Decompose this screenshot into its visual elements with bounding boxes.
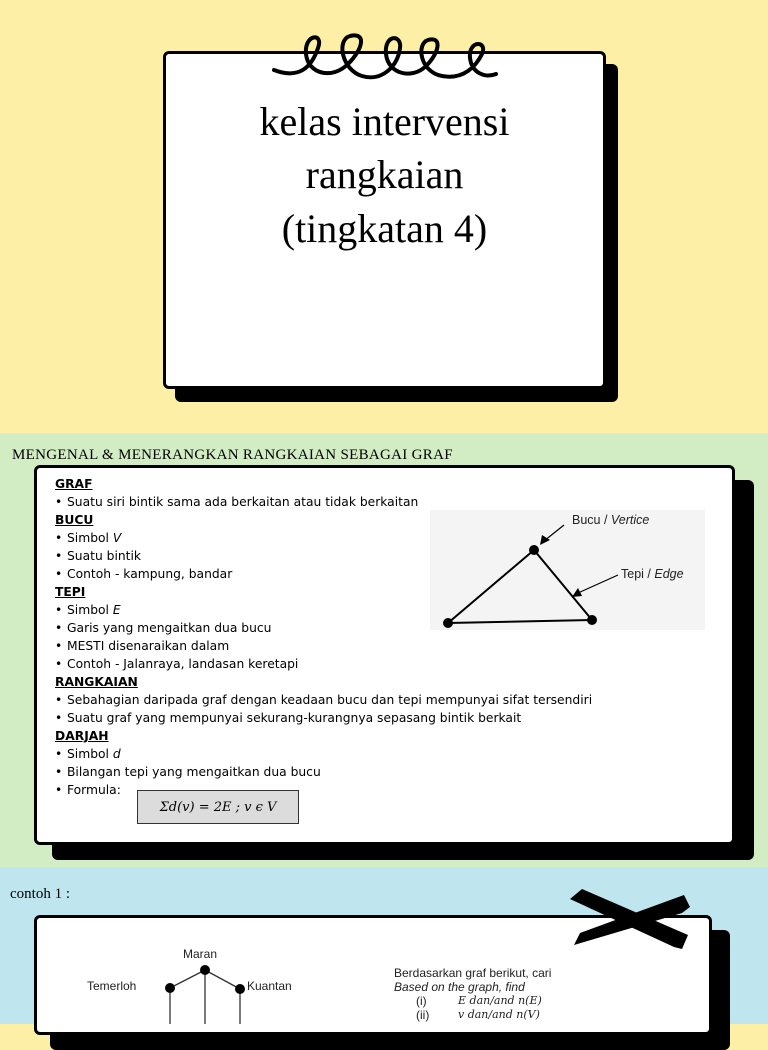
title-card xyxy=(163,51,606,389)
note-text: Garis yang mengaitkan dua bucu xyxy=(67,621,272,635)
note-bullet xyxy=(55,603,121,618)
bullet-icon: • xyxy=(55,495,63,509)
bullet-icon: • xyxy=(55,621,63,635)
example-item-text: v dan/and n(V) xyxy=(458,1008,540,1021)
title-line-1: kelas intervensi xyxy=(259,99,510,144)
note-text: Simbol xyxy=(67,603,113,617)
bullet-icon: • xyxy=(55,693,63,707)
note-text: Suatu siri bintik sama ada berkaitan atau tidak berkaitan xyxy=(67,495,419,509)
note-bullet xyxy=(55,621,271,636)
note-text: Simbol xyxy=(67,531,113,545)
note-text: MESTI disenaraikan dalam xyxy=(67,639,230,653)
graph-figure xyxy=(430,505,710,635)
note-bullet xyxy=(55,693,592,708)
bullet-icon: • xyxy=(55,783,63,797)
node-temerloh xyxy=(165,983,175,993)
example-prompt-en: Based on the graph, find xyxy=(394,980,525,994)
note-heading: RANGKAIAN xyxy=(55,675,138,689)
bullet-icon: • xyxy=(55,747,63,761)
vertex-label: Bucu / Vertice xyxy=(572,513,650,527)
note-bullet xyxy=(55,657,298,672)
vertex-right xyxy=(587,615,597,625)
bullet-icon: • xyxy=(55,567,63,581)
note-heading: DARJAH xyxy=(55,729,109,743)
formula-box: Σd(v) = 2E ; v ϵ V xyxy=(137,790,299,824)
node-maran xyxy=(200,965,210,975)
example-edge xyxy=(205,970,240,989)
squiggle-decoration-icon xyxy=(270,30,500,90)
note-symbol: V xyxy=(112,531,122,545)
note-text: Suatu graf yang mempunyai sekurang-kurangnya sepasang bintik berkait xyxy=(67,711,522,725)
bullet-icon: • xyxy=(55,603,63,617)
note-bullet xyxy=(55,711,521,726)
note-symbol: d xyxy=(112,747,121,761)
note-text: Suatu bintik xyxy=(67,549,142,563)
note-bullet xyxy=(55,549,141,564)
note-bullet xyxy=(55,765,321,780)
note-heading: BUCU xyxy=(55,513,94,527)
bullet-icon: • xyxy=(55,639,63,653)
note-bullet xyxy=(55,783,121,798)
note-text: Bilangan tepi yang mengaitkan dua bucu xyxy=(67,765,321,779)
bullet-icon: • xyxy=(55,765,63,779)
bullet-icon: • xyxy=(55,549,63,563)
title-line-2: rangkaian xyxy=(305,152,464,197)
note-bullet xyxy=(55,567,232,582)
node-label-left: Temerloh xyxy=(87,979,137,993)
section-heading: MENGENAL & MENERANGKAN RANGKAIAN SEBAGAI GRAF xyxy=(12,447,453,463)
note-text: Contoh - kampung, bandar xyxy=(67,567,233,581)
example-item-number: (i) xyxy=(416,994,427,1008)
example-label: contoh 1 : xyxy=(10,886,70,902)
node-label-top: Maran xyxy=(183,947,218,961)
bullet-icon: • xyxy=(55,711,63,725)
note-heading: GRAF xyxy=(55,477,93,491)
bullet-icon: • xyxy=(55,657,63,671)
bullet-icon: • xyxy=(55,531,63,545)
edge-label: Tepi / Edge xyxy=(621,567,684,581)
note-bullet xyxy=(55,495,418,510)
note-text: Contoh - Jalanraya, landasan keretapi xyxy=(67,657,299,671)
note-symbol: E xyxy=(112,603,121,617)
node-label-right: Kuantan xyxy=(247,979,292,993)
vertex-left xyxy=(443,618,453,628)
title-line-3: (tingkatan 4) xyxy=(281,206,488,251)
example-item-text: E dan/and n(E) xyxy=(458,994,542,1007)
note-bullet xyxy=(55,639,229,654)
example-item-number: (ii) xyxy=(416,1008,430,1022)
note-bullet xyxy=(55,747,121,762)
example-edge xyxy=(170,970,205,988)
note-text: Formula: xyxy=(67,783,121,797)
note-text: Sebahagian daripada graf dengan keadaan bucu dan tepi mempunyai sifat tersendiri xyxy=(67,693,593,707)
note-heading: TEPI xyxy=(55,585,86,599)
note-text: Simbol xyxy=(67,747,113,761)
note-bullet xyxy=(55,531,121,546)
tape-cross-decoration-icon xyxy=(566,885,692,955)
vertex-top xyxy=(529,545,539,555)
example-prompt-ms: Berdasarkan graf berikut, cari xyxy=(394,966,552,980)
node-kuantan xyxy=(235,984,245,994)
